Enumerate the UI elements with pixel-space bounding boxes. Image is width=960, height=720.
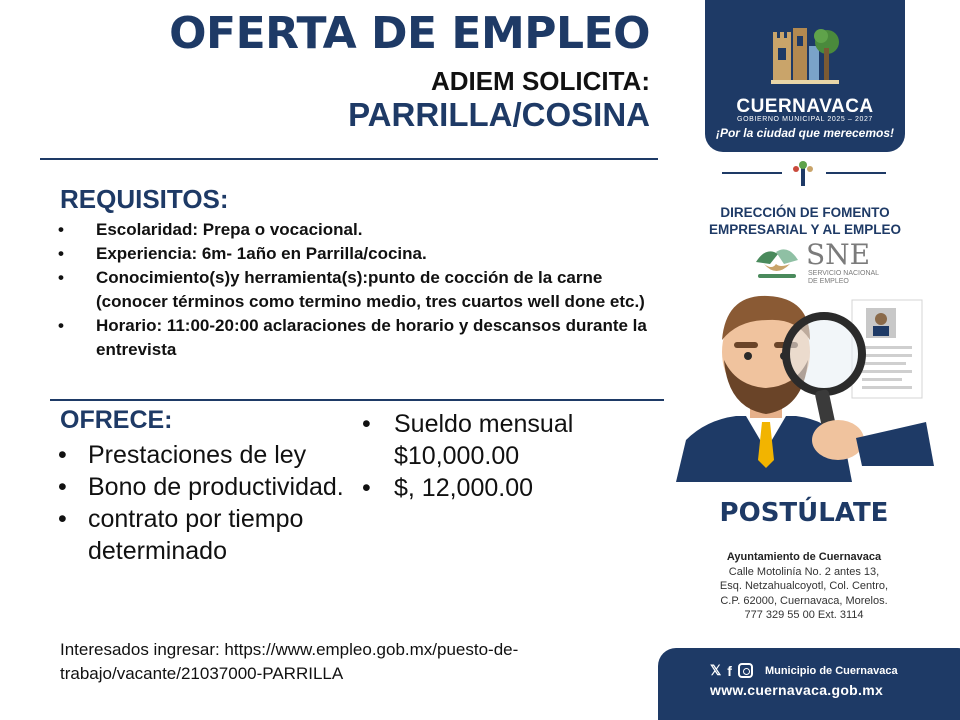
facebook-icon[interactable]: f [727, 662, 732, 679]
instagram-icon[interactable] [738, 663, 753, 678]
direccion-label: DIRECCIÓN DE FOMENTO EMPRESARIAL Y AL EMPLEO [708, 205, 902, 237]
salary-text: Sueldo mensual $10,000.00 [394, 410, 574, 470]
job-search-magnifier-icon [676, 290, 936, 482]
social-handle: Municipio de Cuernavaca [764, 664, 898, 677]
decorative-line-right [826, 172, 886, 174]
footer-banner [658, 648, 960, 720]
requisito-text: Experiencia: 6m- 1año en Parrilla/cocina. [96, 244, 427, 263]
application-link-text[interactable]: Interesados ingresar: https://www.empleo.gob.mx/puesto-de-trabajo/vacante/21037000-PARRILLA [60, 640, 519, 683]
bullet: • [58, 268, 64, 287]
salary-text: $, 12,000.00 [394, 474, 534, 502]
sne-handshake-icon [752, 238, 802, 284]
ofrece-text: Prestaciones de ley [88, 441, 307, 469]
sne-name: SERVICIO NACIONAL DE EMPLEO [808, 270, 879, 285]
list-item [58, 218, 648, 242]
salary-list [362, 408, 622, 504]
ofrece-text: Bono de productividad. [88, 473, 344, 501]
sne-acronym: SNE [806, 238, 871, 271]
list-item [58, 266, 648, 314]
address-block [704, 550, 904, 623]
ofrece-list [58, 439, 368, 567]
address-line: C.P. 62000, Cuernavaca, Morelos. [720, 594, 888, 607]
page-title: OFERTA DE EMPLEO [169, 8, 650, 59]
decorative-line-left [722, 172, 782, 174]
bullet: • [362, 410, 371, 438]
brand-slogan: ¡Por la ciudad que merecemos! [715, 126, 895, 140]
company-subtitle: ADIEM SOLICITA: [430, 66, 650, 96]
bullet: • [362, 474, 371, 502]
list-item [58, 242, 648, 266]
header-divider [40, 158, 658, 160]
requisito-text: Horario: 11:00-20:00 aclaraciones de horario y descansos durante la entrevista [96, 316, 647, 359]
social-links [710, 662, 898, 679]
bullet: • [58, 316, 64, 335]
requisitos-list [58, 218, 648, 362]
bullet: • [58, 441, 67, 469]
requisito-text: Escolaridad: Prepa o vocacional. [96, 220, 363, 239]
x-icon[interactable]: 𝕏 [710, 662, 722, 678]
position-title: PARRILLA/COSINA [348, 96, 650, 133]
list-item [58, 314, 648, 362]
list-item [58, 471, 368, 503]
bullet: • [58, 473, 67, 501]
website-link[interactable]: www.cuernavaca.gob.mx [710, 682, 884, 698]
bullet: • [58, 220, 64, 239]
list-item [58, 503, 368, 567]
requisito-text: Conocimiento(s)y herramienta(s):punto de cocción de la carne (conocer términos como termino medio, tres cuartos well done etc.) [96, 268, 645, 311]
address-line: Esq. Netzahualcoyotl, Col. Centro, [719, 580, 889, 592]
brand-government: GOBIERNO MUNICIPAL 2025 – 2027 [737, 116, 873, 123]
requisitos-heading: REQUISITOS: [60, 184, 229, 214]
address-phone: 777 329 55 00 Ext. 3114 [744, 609, 864, 621]
bullet: • [58, 505, 67, 533]
cuernavaca-brand-banner [705, 0, 905, 152]
section-divider [50, 399, 664, 401]
list-item [58, 439, 368, 471]
ofrece-heading: OFRECE: [60, 406, 173, 434]
brand-name: CUERNAVACA [736, 96, 874, 117]
address-line: Calle Motolinía No. 2 antes 13, [728, 565, 880, 578]
postulate-heading: POSTÚLATE [719, 498, 889, 528]
bullet: • [58, 244, 64, 263]
address-name: Ayuntamiento de Cuernavaca [726, 551, 882, 563]
list-item [362, 472, 622, 504]
cuernavaca-crest-icon [767, 18, 843, 94]
list-item [362, 408, 622, 472]
ofrece-text: contrato por tiempo determinado [88, 505, 304, 565]
ornament-icon [790, 160, 816, 188]
